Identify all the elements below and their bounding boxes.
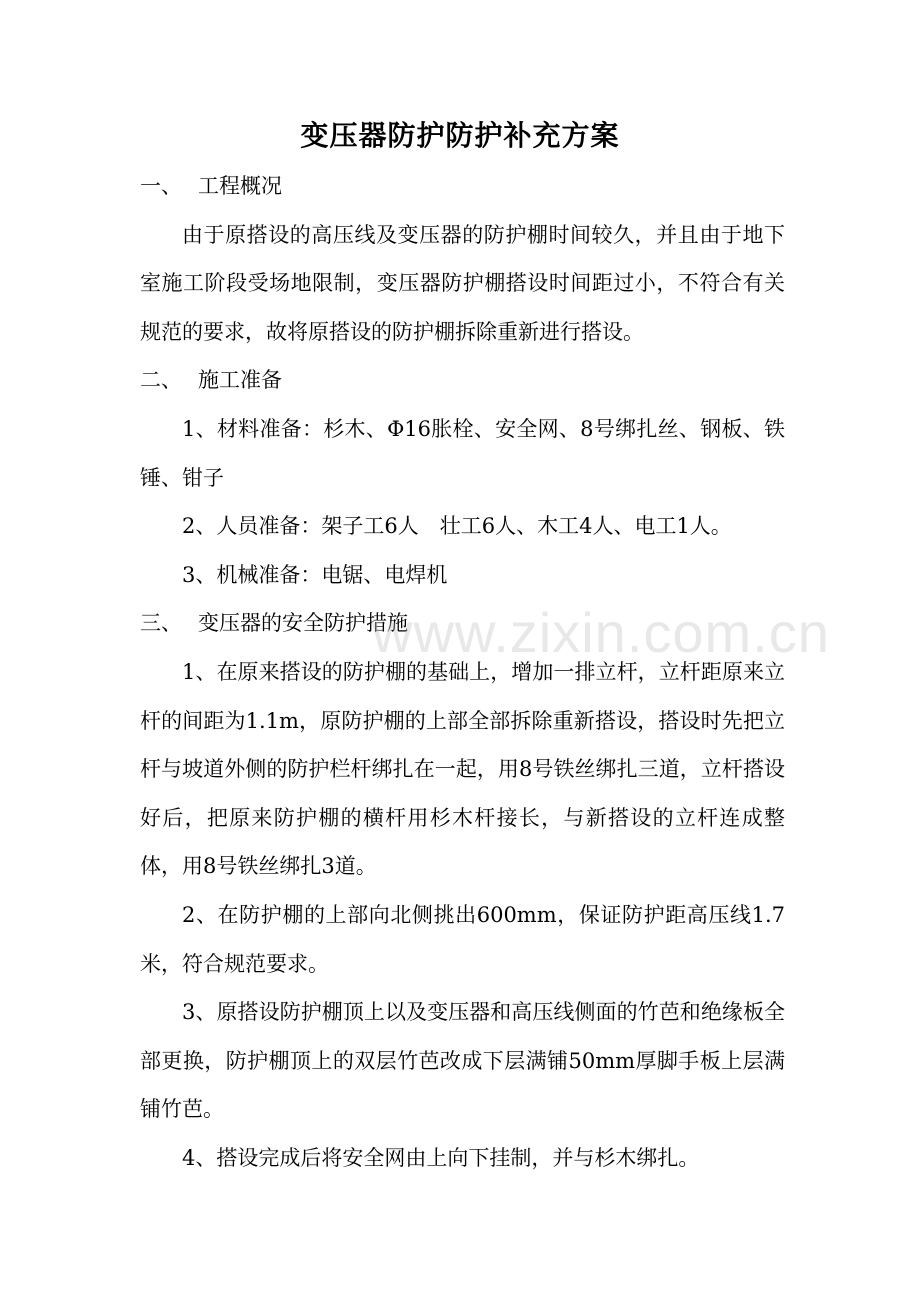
paragraph: 3、原搭设防护棚顶上以及变压器和高压线侧面的竹芭和绝缘板全部更换，防护棚顶上的双层竹芭改成下层满铺50mm厚脚手板上层满铺竹芭。 bbox=[140, 1000, 785, 1122]
section-title: 工程概况 bbox=[198, 174, 282, 198]
watermark: www.zixin.com.cn bbox=[372, 601, 830, 664]
paragraph: 1、材料准备：杉木、Φ16胀栓、安全网、8号绑扎丝、钢板、铁锤、钳子 bbox=[140, 416, 785, 490]
section-heading-safety-measures bbox=[140, 599, 785, 648]
section-number: 二、 bbox=[140, 368, 182, 393]
paragraph: 2、在防护棚的上部向北侧挑出600mm，保证防护距高压线1.7米，符合规范要求。 bbox=[140, 902, 785, 976]
document-title: 变压器防护防护补充方案 bbox=[300, 119, 620, 152]
paragraph: 2、人员准备：架子工6人 壮工6人、木工4人、电工1人。 bbox=[182, 514, 732, 539]
paragraph: 3、机械准备：电锯、电焊机 bbox=[182, 562, 448, 587]
document-body bbox=[140, 162, 785, 1182]
section-heading-preparation bbox=[140, 356, 785, 405]
section-number: 三、 bbox=[140, 611, 182, 636]
section-heading-overview bbox=[140, 162, 785, 211]
paragraph: 1、在原来搭设的防护棚的基础上，增加一排立杆，立杆距原来立杆的间距为1.1m，原防护棚的上部全部拆除重新搭设，搭设时先把立杆与坡道外侧的防护栏杆绑扎在一起，用8号铁丝绑扎三道，立杆搭设好后，把原来防护棚的横杆用杉木杆接长，与新搭设的立杆连成整体，用8号铁丝绑扎3道。 bbox=[140, 659, 785, 879]
paragraph: 由于原搭设的高压线及变压器的防护棚时间较久，并且由于地下室施工阶段受场地限制，变压器防护棚搭设时间距过小，不符合有关规范的要求，故将原搭设的防护棚拆除重新进行搭设。 bbox=[140, 222, 785, 344]
section-title: 施工准备 bbox=[198, 368, 282, 393]
paragraph: 4、搭设完成后将安全网由上向下挂制，并与杉木绑扎。 bbox=[182, 1145, 700, 1170]
section-number: 一、 bbox=[140, 174, 182, 198]
section-title: 变压器的安全防护措施 bbox=[198, 611, 408, 636]
